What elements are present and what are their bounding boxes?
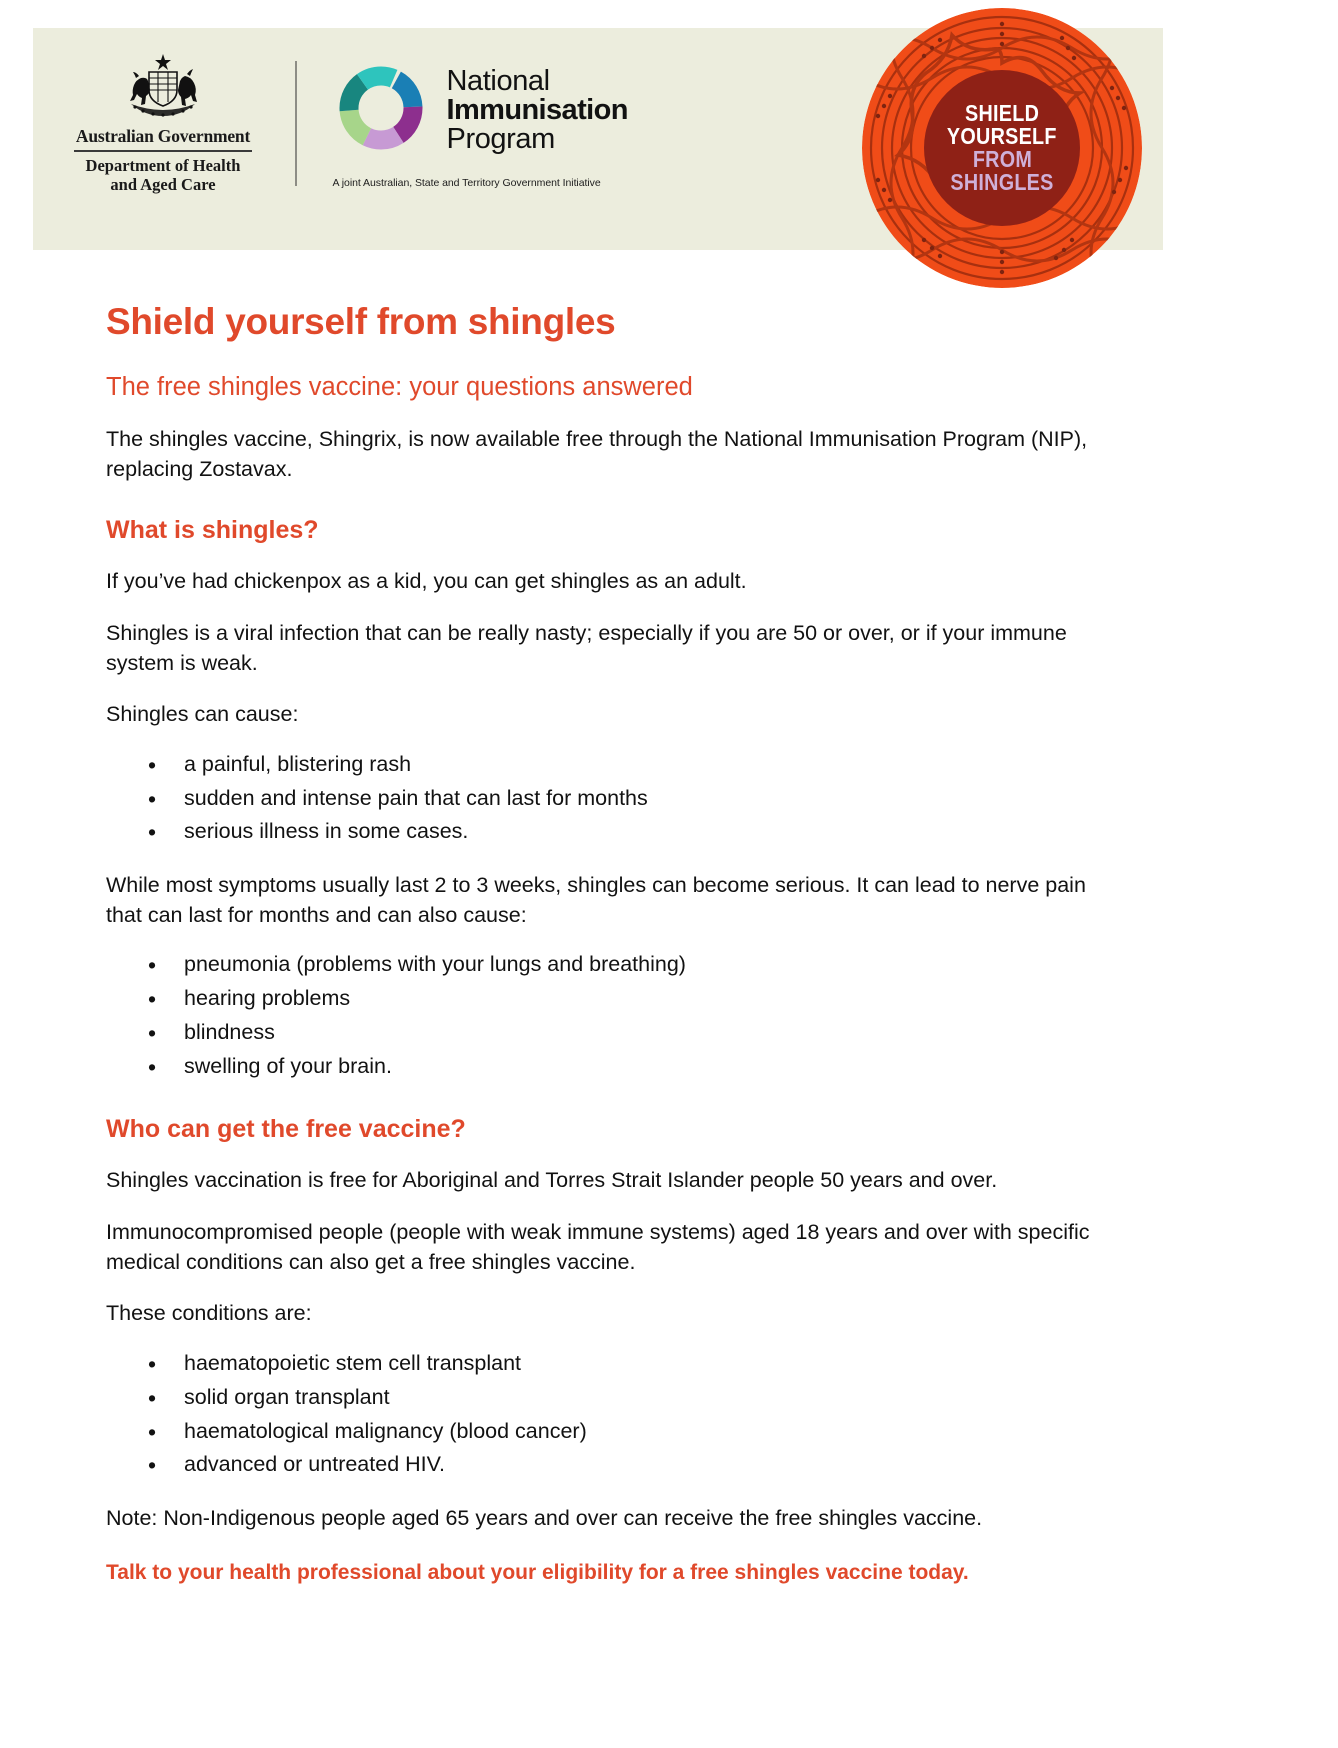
intro-paragraph: The shingles vaccine, Shingrix, is now available free through the National Immunisation Program (NIP), replacing Zostavax.: [106, 426, 1088, 481]
department-line-1: Department of Health: [85, 155, 241, 175]
document-body: [106, 300, 1202, 1587]
header-divider: [295, 61, 297, 186]
nip-ring-icon: [331, 58, 431, 163]
australian-government-logo: [65, 52, 261, 194]
list-item: • sudden and intense pain that can last for months: [106, 782, 1202, 816]
eligibility-para-2: Immunocompromised people (people with weak immune systems) aged 18 years and over with specific medical conditions can also get a free shingles vaccine.: [106, 1220, 1090, 1274]
nip-name-line-2: Immunisation: [446, 93, 628, 126]
nip-name-line-3: Program: [446, 122, 555, 155]
section-heading-who-can-get-free-vaccine: Who can get the free vaccine?: [106, 1115, 466, 1144]
what-is-shingles-para-1: If you’ve had chickenpox as a kid, you can get shingles as an adult.: [106, 569, 747, 594]
list-item: • swelling of your brain.: [106, 1050, 1202, 1084]
badge-text: [862, 8, 1142, 288]
closing-call-to-action: Talk to your health professional about your eligibility for a free shingles vaccine today.: [106, 1560, 969, 1584]
list-item: • blindness: [106, 1016, 1202, 1050]
badge-line-3: FROM: [972, 146, 1032, 172]
badge-line-1: SHIELD: [964, 100, 1040, 126]
section-heading-what-is-shingles: What is shingles?: [106, 516, 319, 545]
page-title: Shield yourself from shingles: [106, 301, 616, 342]
list-item: • advanced or untreated HIV.: [106, 1448, 1202, 1482]
list-item: • pneumonia (problems with your lungs and breathing): [106, 948, 1202, 982]
list-item: • haematopoietic stem cell transplant: [106, 1347, 1202, 1381]
shingles-symptoms-list: [106, 748, 1202, 849]
conditions-lead: These conditions are:: [106, 1301, 312, 1326]
badge-line-2: YOURSELF: [947, 123, 1057, 149]
list-item: • serious illness in some cases.: [106, 815, 1202, 849]
list-item: • solid organ transplant: [106, 1381, 1202, 1415]
government-name: Australian Government: [75, 126, 251, 146]
list-item: • a painful, blistering rash: [106, 748, 1202, 782]
nip-wordmark: [446, 64, 628, 155]
department-name: [86, 156, 241, 195]
department-line-2: and Aged Care: [110, 174, 216, 194]
list-item: • hearing problems: [106, 982, 1202, 1016]
eligibility-para-1: Shingles vaccination is free for Aboriginal and Torres Strait Islander people 50 years and over.: [106, 1168, 998, 1193]
shingles-complications-list: [106, 948, 1202, 1083]
page-subtitle: The free shingles vaccine: your questions answered: [106, 373, 693, 402]
government-divider: [74, 150, 252, 152]
shield-yourself-from-shingles-badge: [862, 8, 1142, 288]
australian-coat-of-arms-icon: [111, 52, 215, 122]
what-is-shingles-para-2: Shingles is a viral infection that can be really nasty; especially if you are 50 or over, or if your immune system is weak.: [106, 620, 1067, 675]
shingles-complications-lead: While most symptoms usually last 2 to 3 weeks, shingles can become serious. It can lead to nerve pain that can last for months and can also cause:: [106, 873, 1086, 927]
badge-line-4: SHINGLES: [950, 169, 1054, 195]
nip-tagline: A joint Australian, State and Territory Government Initiative: [332, 176, 601, 189]
non-indigenous-note: Note: Non-Indigenous people aged 65 years and over can receive the free shingles vaccine.: [106, 1506, 983, 1531]
medical-conditions-list: [106, 1347, 1202, 1482]
shingles-can-cause-lead: Shingles can cause:: [106, 702, 299, 727]
nip-name-line-1: National: [446, 64, 550, 97]
national-immunisation-program-logo: [331, 58, 628, 189]
header-logos: [65, 52, 628, 194]
list-item: • haematological malignancy (blood cancer): [106, 1415, 1202, 1449]
